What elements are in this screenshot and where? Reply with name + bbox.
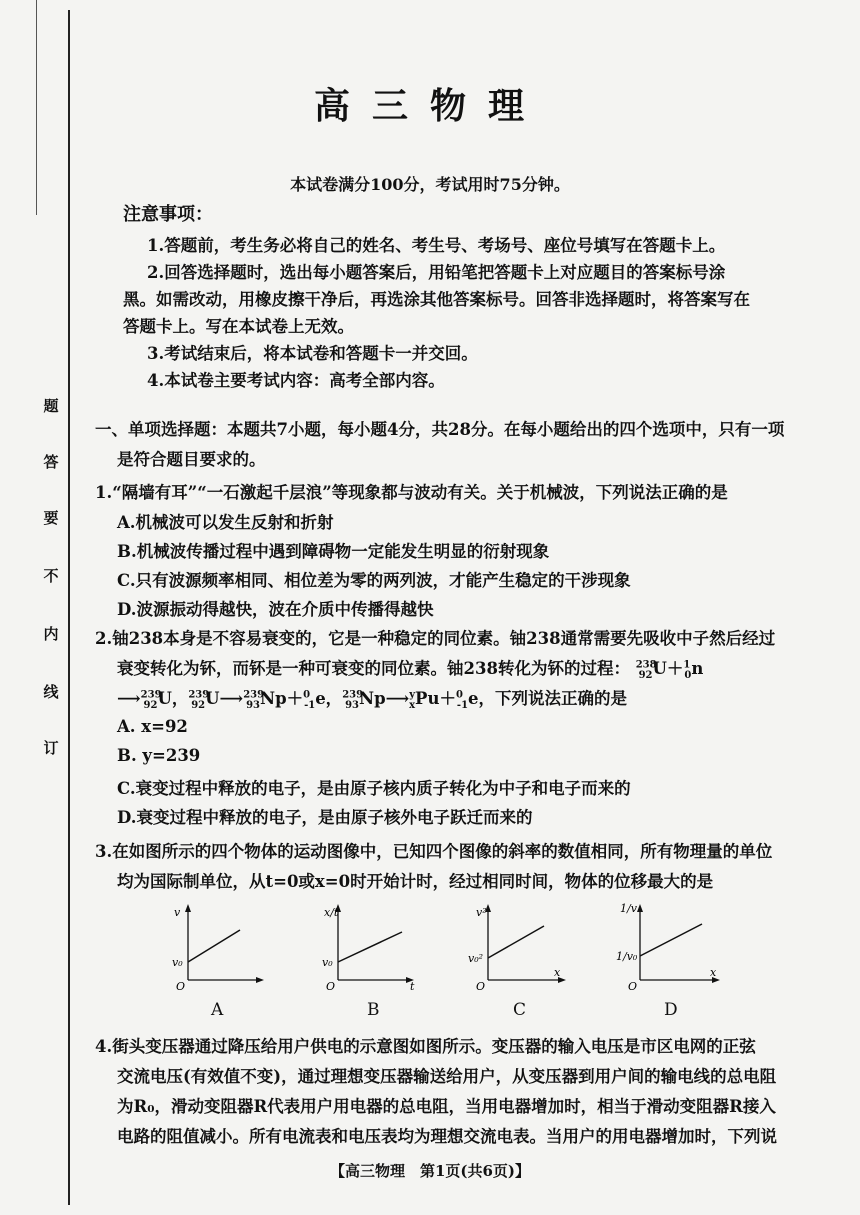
note-item: 3.考试结束后，将本试卷和答题卡一并交回。 xyxy=(147,344,478,363)
note-item: 1.答题前，考生务必将自己的姓名、考生号、考场号、座位号填写在答题卡上。 xyxy=(147,236,726,255)
q4-line: 为R₀，滑动变阻器R代表用户用电器的总电阻，当用电器增加时，相当于滑动变阻器R接入 xyxy=(117,1097,776,1116)
q2-option-c: C.衰变过程中释放的电子，是由原子核内质子转化为中子和电子而来的 xyxy=(117,779,631,798)
q1-option-c: C.只有波源频率相同、相位差为零的两列波，才能产生稳定的干涉现象 xyxy=(117,571,631,590)
q1-stem: 1.“隔墙有耳”“一石激起千层浪”等现象都与波动有关。关于机械波，下列说法正确的是 xyxy=(95,483,728,502)
q1-option-b: B.机械波传播过程中遇到障碍物一定能发生明显的衍射现象 xyxy=(117,542,550,561)
graph-c-ylabel: v² xyxy=(476,906,487,919)
graph-b-plot xyxy=(318,900,458,993)
graph-a-plot xyxy=(168,900,308,993)
graph-d-y0: 1/v₀ xyxy=(616,950,638,963)
graph-a-ylabel: v xyxy=(174,906,181,919)
q2-line2 xyxy=(117,655,703,681)
q2-line1: 2.铀238本身是不容易衰变的，它是一种稳定的同位素。铀238通常需要先吸收中子然后经过 xyxy=(95,629,776,648)
q2-option-d: D.衰变过程中释放的电子，是由原子核外电子跃迁而来的 xyxy=(117,808,533,827)
margin-char: 答 xyxy=(43,453,59,471)
graph-a xyxy=(168,900,308,993)
note-item: 2.回答选择题时，选出每小题答案后，用铅笔把答题卡上对应题目的答案标号涂 xyxy=(147,263,726,282)
graph-a-origin: O xyxy=(176,980,186,993)
q2-option-b: B. y=239 xyxy=(117,746,201,765)
graph-b-y0: v₀ xyxy=(322,956,333,969)
binding-margin-text xyxy=(38,395,64,775)
note-item: 4.本试卷主要考试内容：高考全部内容。 xyxy=(147,371,445,390)
note-item: 黑。如需改动，用橡皮擦干净后，再选涂其他答案标号。回答非选择题时，将答案写在 xyxy=(123,290,750,309)
graph-a-label: A xyxy=(211,1000,224,1020)
margin-char: 不 xyxy=(43,567,59,585)
graph-c-plot xyxy=(466,900,606,993)
graph-b-origin: O xyxy=(326,980,336,993)
section-heading-cont: 是符合题目要求的。 xyxy=(117,450,266,469)
q3-line2: 均为国际制单位，从t=0或x=0时开始计时，经过相同时间，物体的位移最大的是 xyxy=(117,872,714,891)
graph-b-ylabel: x/t xyxy=(324,906,339,919)
q1-option-d: D.波源振动得越快，波在介质中传播得越快 xyxy=(117,600,434,619)
q2-option-a: A. x=92 xyxy=(117,717,188,736)
q4-line: 电路的阻值减小。所有电流表和电压表均为理想交流电表。当用户的用电器增加时，下列说 xyxy=(117,1127,777,1146)
section-heading: 一、单项选择题：本题共7小题，每小题4分，共28分。在每小题给出的四个选项中，只有一项 xyxy=(95,420,785,439)
q2-line3-end: ，下列说法正确的是 xyxy=(478,689,628,708)
margin-char: 订 xyxy=(43,739,59,757)
graph-d-label: D xyxy=(664,1000,678,1020)
notes-title: 注意事项： xyxy=(123,204,213,225)
margin-char: 内 xyxy=(43,625,59,643)
page-title: 高三物理 xyxy=(313,85,546,127)
nuclear-eq-part1: $^{238}_{92}$U＋$^1_0$n xyxy=(635,659,704,682)
q3-line1: 3.在如图所示的四个物体的运动图像中，已知四个图像的斜率的数值相同，所有物理量的单位 xyxy=(95,842,773,861)
q4-line: 4.街头变压器通过降压给用户供电的示意图如图所示。变压器的输入电压是市区电网的正弦 xyxy=(95,1037,756,1056)
margin-char: 要 xyxy=(43,509,59,527)
graph-d-ylabel: 1/v xyxy=(620,902,637,915)
graph-c-origin: O xyxy=(476,980,486,993)
q2-line2-text: 衰变转化为钚，而钚是一种可衰变的同位素。铀238转化为钚的过程： xyxy=(117,659,630,678)
graph-b xyxy=(318,900,458,993)
q1-option-a: A.机械波可以发生反射和折射 xyxy=(117,513,334,532)
graph-c-y0: v₀² xyxy=(468,952,484,965)
graph-c xyxy=(466,900,606,993)
graph-a-y0: v₀ xyxy=(172,956,183,969)
q4-line: 交流电压(有效值不变)，通过理想变压器输送给用户，从变压器到用户间的输电线的总电阻 xyxy=(117,1067,777,1086)
graph-d-plot xyxy=(616,900,756,993)
graph-d-xlabel: x xyxy=(710,966,717,979)
graph-d-origin: O xyxy=(628,980,638,993)
nuclear-eq-part2: ⟶$^{239}_{92}$U，$^{239}_{92}$U⟶$^{239}_{93}$Np＋$^0_{-1}$e，$^{239}_{93}$Np⟶$^y_x$Pu＋$^0_{-1}$e xyxy=(117,689,479,712)
graph-b-xlabel: t xyxy=(410,980,415,993)
graph-c-xlabel: x xyxy=(554,966,561,979)
exam-info: 本试卷满分100分，考试用时75分钟。 xyxy=(290,175,570,194)
graph-d xyxy=(616,900,756,993)
q2-line3 xyxy=(117,685,627,711)
graph-b-label: B xyxy=(367,1000,380,1020)
graph-c-label: C xyxy=(513,1000,527,1020)
note-item: 答题卡上。写在本试卷上无效。 xyxy=(123,317,354,336)
margin-char: 线 xyxy=(43,683,59,701)
margin-char: 题 xyxy=(43,397,59,415)
page-footer: 【高三物理 第1页(共6页)】 xyxy=(329,1162,531,1180)
